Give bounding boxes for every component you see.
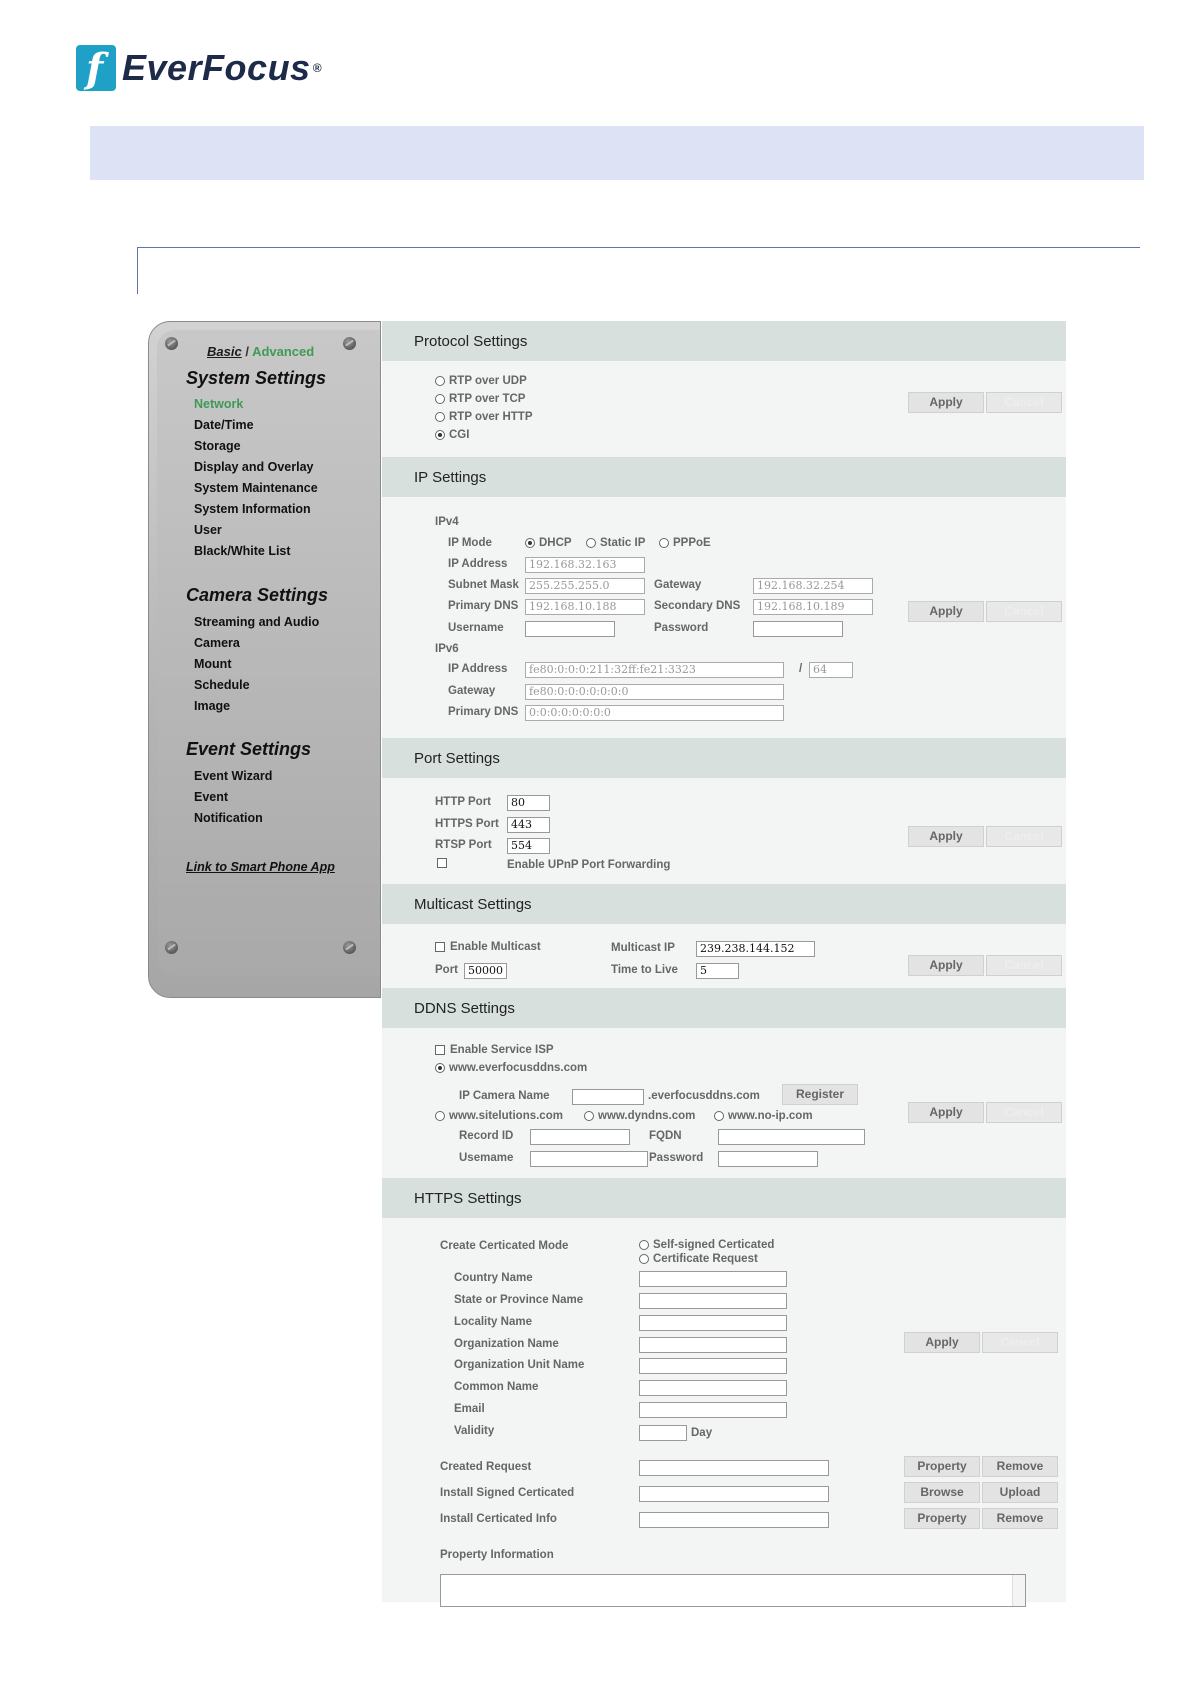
radio-icon[interactable] [639,1240,649,1250]
fqdn-label: FQDN [649,1130,682,1142]
textarea-scrollbar[interactable] [1012,1575,1025,1606]
multicast-port-input[interactable]: 50000 [464,963,507,979]
ddns-username-label: Usemame [459,1152,514,1164]
install-cert-info-label: Install Certicated Info [440,1513,557,1525]
password-label: Password [654,622,709,634]
radio-icon[interactable] [435,1111,445,1121]
sidebar-item-black-white-list[interactable]: Black/White List [194,544,291,558]
organization-name-input[interactable] [639,1337,787,1353]
validity-day-label: Day [691,1427,713,1439]
divider-line-vertical [137,247,138,294]
https-port-input[interactable]: 443 [507,817,550,833]
fqdn-input[interactable] [718,1129,865,1145]
ip-camera-name-label: IP Camera Name [459,1090,550,1102]
ddns-option-noip[interactable]: www.no-ip.com [714,1110,813,1122]
ddns-settings-title: DDNS Settings [414,1000,515,1017]
radio-selected-icon[interactable] [525,538,535,548]
ddns-password-label: Password [649,1152,704,1164]
everfocus-logo [76,44,322,92]
secondary-dns-label: Secondary DNS [654,600,741,612]
ip-settings-title: IP Settings [414,469,487,486]
create-cert-mode-label: Create Certicated Mode [440,1240,569,1252]
ddns-settings-header [382,988,1066,1028]
subnet-mask-label: Subnet Mask [448,579,519,591]
ddns-cancel-button[interactable]: Cancel [986,1102,1062,1123]
install-info-property-button[interactable]: Property [904,1508,980,1529]
registered-mark: ® [312,61,322,75]
sidebar-item-event[interactable]: Event [194,790,229,804]
country-name-input[interactable] [639,1271,787,1287]
multicast-ip-label: Multicast IP [611,942,675,954]
protocol-option-rtp-tcp[interactable]: RTP over TCP [435,393,525,405]
system-settings-heading: System Settings [186,368,327,388]
validity-label: Validity [454,1425,495,1437]
mode-separator: / [241,344,253,359]
ip-address-input[interactable]: 192.168.32.163 [525,557,645,573]
ttl-label: Time to Live [611,964,678,976]
multicast-settings-header [382,884,1066,924]
sidebar-item-notification[interactable]: Notification [194,811,263,825]
gateway-input[interactable]: 192.168.32.254 [753,578,873,594]
property-information-textarea[interactable] [440,1574,1026,1607]
event-settings-menu [194,766,272,829]
protocol-cancel-button[interactable]: Cancel [986,392,1062,413]
sidebar-item-event-wizard[interactable]: Event Wizard [194,769,273,783]
logo-mark-icon: f [76,45,116,91]
mode-switch [207,344,314,359]
ip-mode-static[interactable]: Static IP [586,537,645,549]
created-request-input[interactable] [639,1460,829,1476]
organization-name-label: Organization Name [454,1338,559,1350]
radio-icon[interactable] [659,538,669,548]
logo-text: EverFocus [122,47,311,88]
ipv6-primary-dns-label: Primary DNS [448,706,519,718]
ip-apply-button[interactable]: Apply [908,601,984,622]
sidebar-item-mount[interactable]: Mount [194,657,232,671]
validity-input[interactable] [639,1425,687,1441]
primary-dns-label: Primary DNS [448,600,519,612]
cert-mode-request[interactable]: Certificate Request [639,1253,758,1265]
ipv4-label: IPv4 [435,516,459,528]
https-settings-header [382,1178,1066,1218]
sidebar-item-system-maintenance[interactable]: System Maintenance [194,481,318,495]
ipv6-primary-dns-input[interactable]: 0:0:0:0:0:0:0:0 [525,705,784,721]
ipv6-prefix-input[interactable]: 64 [809,662,853,678]
multicast-port-label: Port [435,964,458,976]
https-apply-button[interactable]: Apply [904,1332,980,1353]
basic-mode-link[interactable]: Basic [207,344,242,359]
rtsp-port-label: RTSP Port [435,839,492,851]
install-signed-cert-input[interactable] [639,1486,829,1502]
radio-icon[interactable] [435,394,445,404]
sidebar-item-image[interactable]: Image [194,699,231,713]
ip-mode-dhcp[interactable]: DHCP [525,537,572,549]
radio-selected-icon[interactable] [435,430,445,440]
protocol-settings-header [382,321,1066,361]
created-request-property-button[interactable]: Property [904,1456,980,1477]
enable-ddns-option[interactable]: Enable Service ISP [435,1044,554,1056]
radio-icon[interactable] [584,1111,594,1121]
sidebar-item-user[interactable]: User [194,523,222,537]
ddns-suffix-label: .everfocusddns.com [648,1090,760,1102]
email-label: Email [454,1403,485,1415]
ddns-option-everfocus[interactable]: www.everfocusddns.com [435,1062,587,1074]
organization-unit-input[interactable] [639,1358,787,1374]
radio-icon[interactable] [435,412,445,422]
camera-settings-menu [194,612,319,717]
ipv6-address-label: IP Address [448,663,508,675]
protocol-option-rtp-http[interactable]: RTP over HTTP [435,411,533,423]
common-name-input[interactable] [639,1380,787,1396]
ipv6-prefix-separator: / [799,663,803,675]
http-port-input[interactable]: 80 [507,795,550,811]
register-button[interactable]: Register [782,1084,858,1105]
screw-icon [165,941,178,954]
username-label: Username [448,622,504,634]
protocol-option-rtp-udp[interactable]: RTP over UDP [435,375,527,387]
system-settings-menu [194,394,318,562]
ip-settings-header [382,457,1066,497]
locality-name-label: Locality Name [454,1316,532,1328]
record-id-input[interactable] [530,1129,630,1145]
https-port-label: HTTPS Port [435,818,499,830]
screw-icon [343,337,356,350]
cert-mode-self-signed[interactable]: Self-signed Certicated [639,1239,774,1251]
divider-line [137,247,1140,248]
ipv6-gateway-label: Gateway [448,685,496,697]
state-province-label: State or Province Name [454,1294,584,1306]
country-name-label: Country Name [454,1272,533,1284]
multicast-settings-title: Multicast Settings [414,896,532,913]
install-cert-info-input[interactable] [639,1512,829,1528]
advanced-mode-link[interactable]: Advanced [252,344,315,359]
network-settings-panel [382,321,1066,1602]
smart-phone-app-link[interactable]: Link to Smart Phone App [186,860,335,874]
multicast-ip-input[interactable]: 239.238.144.152 [696,941,815,957]
ddns-option-dyndns[interactable]: www.dyndns.com [584,1110,695,1122]
ip-camera-name-input[interactable] [572,1089,644,1105]
https-cancel-button[interactable]: Cancel [982,1332,1058,1353]
ipv6-label: IPv6 [435,643,459,655]
state-province-input[interactable] [639,1293,787,1309]
sidebar [148,321,381,998]
ip-address-label: IP Address [448,558,508,570]
multicast-cancel-button[interactable]: Cancel [986,955,1062,976]
sidebar-item-schedule[interactable]: Schedule [194,678,250,692]
gateway-label: Gateway [654,579,702,591]
email-input[interactable] [639,1402,787,1418]
screw-icon [165,337,178,350]
ipv6-gateway-input[interactable]: fe80:0:0:0:0:0:0:0 [525,684,784,700]
ddns-password-input[interactable] [718,1151,818,1167]
locality-name-input[interactable] [639,1315,787,1331]
port-cancel-button[interactable]: Cancel [986,826,1062,847]
browse-button[interactable]: Browse [904,1482,980,1503]
http-port-label: HTTP Port [435,796,492,808]
record-id-label: Record ID [459,1130,514,1142]
ddns-username-input[interactable] [530,1151,648,1167]
created-request-remove-button[interactable]: Remove [982,1456,1058,1477]
protocol-option-cgi[interactable]: CGI [435,429,469,441]
radio-selected-icon[interactable] [435,1063,445,1073]
radio-icon[interactable] [435,376,445,386]
password-input[interactable] [753,621,843,637]
port-apply-button[interactable]: Apply [908,826,984,847]
ddns-option-sitelutions[interactable]: www.sitelutions.com [435,1110,563,1122]
sidebar-item-storage[interactable]: Storage [194,439,241,453]
ip-mode-pppoe[interactable]: PPPoE [659,537,711,549]
sidebar-item-camera[interactable]: Camera [194,636,240,650]
radio-icon[interactable] [586,538,596,548]
created-request-label: Created Request [440,1461,532,1473]
enable-multicast-option[interactable]: Enable Multicast [435,941,541,953]
checkbox-icon[interactable] [435,942,445,952]
radio-icon[interactable] [714,1111,724,1121]
sidebar-item-display-overlay[interactable]: Display and Overlay [194,460,314,474]
port-settings-header [382,738,1066,778]
header-banner [90,126,1144,180]
secondary-dns-input[interactable]: 192.168.10.189 [753,599,873,615]
upnp-checkbox[interactable] [437,858,447,868]
protocol-settings-title: Protocol Settings [414,333,528,350]
protocol-apply-button[interactable]: Apply [908,392,984,413]
subnet-mask-input[interactable]: 255.255.255.0 [525,578,645,594]
radio-icon[interactable] [639,1254,649,1264]
sidebar-item-system-information[interactable]: System Information [194,502,311,516]
ip-mode-label: IP Mode [448,537,492,549]
ipv6-address-input[interactable]: fe80:0:0:0:211:32ff:fe21:3323 [525,662,784,678]
event-settings-heading: Event Settings [186,739,312,759]
upload-button[interactable]: Upload [982,1482,1058,1503]
ttl-input[interactable]: 5 [696,963,739,979]
organization-unit-label: Organization Unit Name [454,1359,585,1371]
port-settings-title: Port Settings [414,750,500,767]
camera-settings-heading: Camera Settings [186,585,329,605]
ip-cancel-button[interactable]: Cancel [986,601,1062,622]
upnp-label: Enable UPnP Port Forwarding [507,859,671,871]
https-settings-title: HTTPS Settings [414,1190,522,1207]
checkbox-icon[interactable] [435,1045,445,1055]
install-info-remove-button[interactable]: Remove [982,1508,1058,1529]
sidebar-item-streaming-audio[interactable]: Streaming and Audio [194,615,320,629]
screw-icon [343,941,356,954]
primary-dns-input[interactable]: 192.168.10.188 [525,599,645,615]
install-signed-cert-label: Install Signed Certicated [440,1487,575,1499]
sidebar-item-datetime[interactable]: Date/Time [194,418,254,432]
username-input[interactable] [525,621,615,637]
common-name-label: Common Name [454,1381,539,1393]
ddns-apply-button[interactable]: Apply [908,1102,984,1123]
rtsp-port-input[interactable]: 554 [507,838,550,854]
property-information-label: Property Information [440,1549,554,1561]
multicast-apply-button[interactable]: Apply [908,955,984,976]
sidebar-item-network[interactable]: Network [194,397,244,411]
